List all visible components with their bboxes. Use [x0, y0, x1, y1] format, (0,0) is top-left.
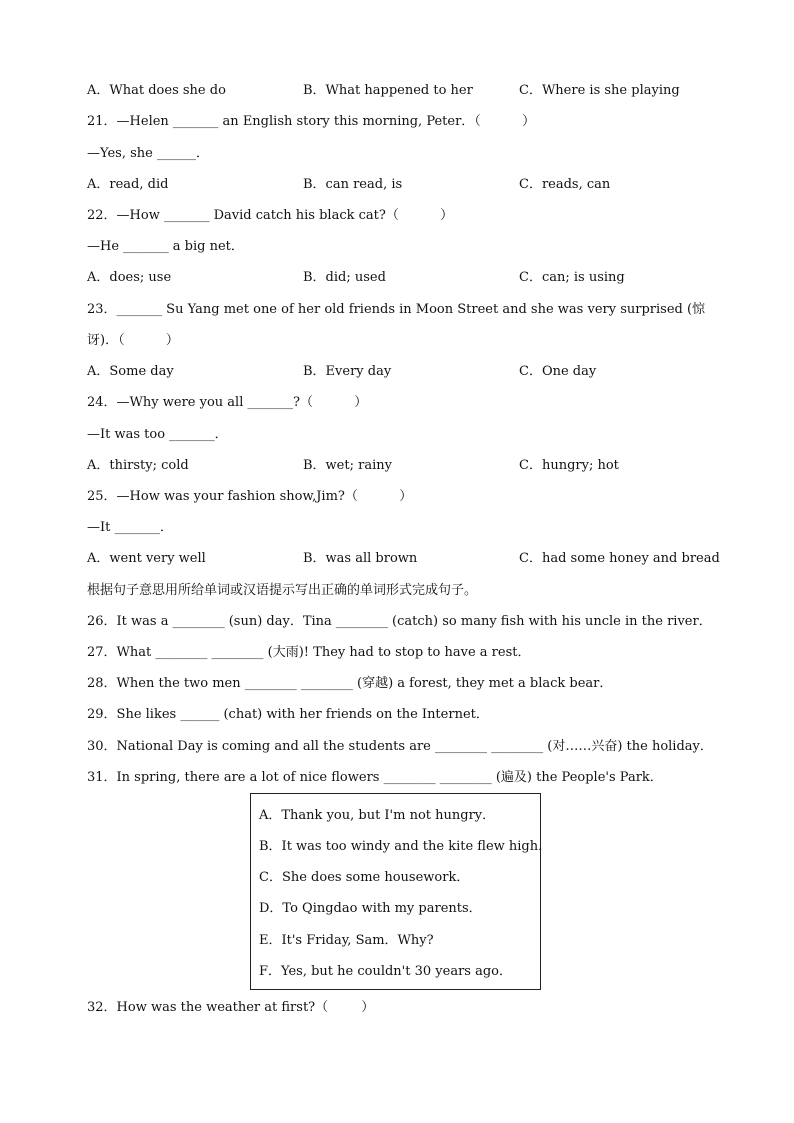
q25-stem: 25．—How was your fashion show,Jim?（ ） [87, 489, 413, 504]
fill-item-30: 30．National Day is coming and all the students are ________ ________ (对……兴奋) the holiday． [87, 739, 713, 754]
q24-answer-line: —It was too _______． [87, 427, 228, 442]
fill-item-31: 31．In spring, there are a lot of nice flowers ________ ________ (遍及) the People's Park． [87, 770, 663, 785]
q22-option-a: A．does; use [87, 270, 172, 285]
q20-option-a: A．What does she do [87, 83, 226, 98]
q22-answer-line: —He _______ a big net． [87, 239, 244, 254]
section-instruction: 根据句子意思用所给单词或汉语提示写出正确的单词形式完成句子。 [87, 583, 478, 598]
q24-option-c: C．hungry; hot [519, 458, 619, 473]
q21-stem: 21．—Helen _______ an English story this morning, Peter．（ ） [87, 114, 536, 129]
q24-stem: 24．—Why were you all _______?（ ） [87, 395, 368, 410]
q24-option-b: B．wet; rainy [303, 458, 392, 473]
q22-option-b: B．did; used [303, 270, 386, 285]
box-option-c: C．She does some housework． [259, 870, 470, 885]
q20-option-b: B．What happened to her [303, 83, 473, 98]
box-option-b: B．It was too windy and the kite flew high． [259, 839, 552, 854]
q23-option-a: A．Some day [87, 364, 174, 379]
answer-options-box [250, 793, 552, 990]
fill-item-26: 26．It was a ________ (sun) day．Tina ________ (catch) so many fish with his uncle in the river． [87, 614, 712, 629]
q21-answer-line: —Yes, she ______． [87, 146, 209, 161]
q25-option-b: B．was all brown [303, 551, 418, 566]
q22-stem: 22．—How _______ David catch his black cat?（ ） [87, 208, 454, 223]
box-option-a: A．Thank you, but I'm not hungry． [259, 808, 496, 823]
fill-item-29: 29．She likes ______ (chat) with her friends on the Internet． [87, 707, 489, 722]
q25-answer-line: —It _______． [87, 520, 173, 535]
fill-item-27: 27．What ________ ________ (大雨)! They had to stop to have a rest． [87, 645, 531, 660]
q23-stem: 23．_______ Su Yang met one of her old friends in Moon Street and she was very surprised (惊 [87, 302, 706, 317]
box-option-d: D．To Qingdao with my parents． [259, 901, 482, 916]
q32-stem: 32．How was the weather at first?（ ） [87, 1000, 375, 1015]
q21-option-c: C．reads, can [519, 177, 611, 192]
box-option-e: E．It's Friday, Sam．Why? [259, 933, 434, 948]
q23-option-c: C．One day [519, 364, 597, 379]
q25-option-a: A．went very well [87, 551, 206, 566]
q23-option-b: B．Every day [303, 364, 392, 379]
q20-option-c: C．Where is she playing [519, 83, 680, 98]
q24-option-a: A．thirsty; cold [87, 458, 189, 473]
q21-option-b: B．can read, is [303, 177, 403, 192]
q23-stem-cont: 讶)．（ ） [87, 333, 179, 348]
box-option-f: F．Yes, but he couldn't 30 years ago． [259, 964, 512, 979]
q22-option-c: C．can; is using [519, 270, 625, 285]
fill-item-28: 28．When the two men ________ ________ (穿越) a forest, they met a black bear． [87, 676, 613, 691]
q25-option-c: C．had some honey and bread [519, 551, 720, 566]
q21-option-a: A．read, did [87, 177, 169, 192]
